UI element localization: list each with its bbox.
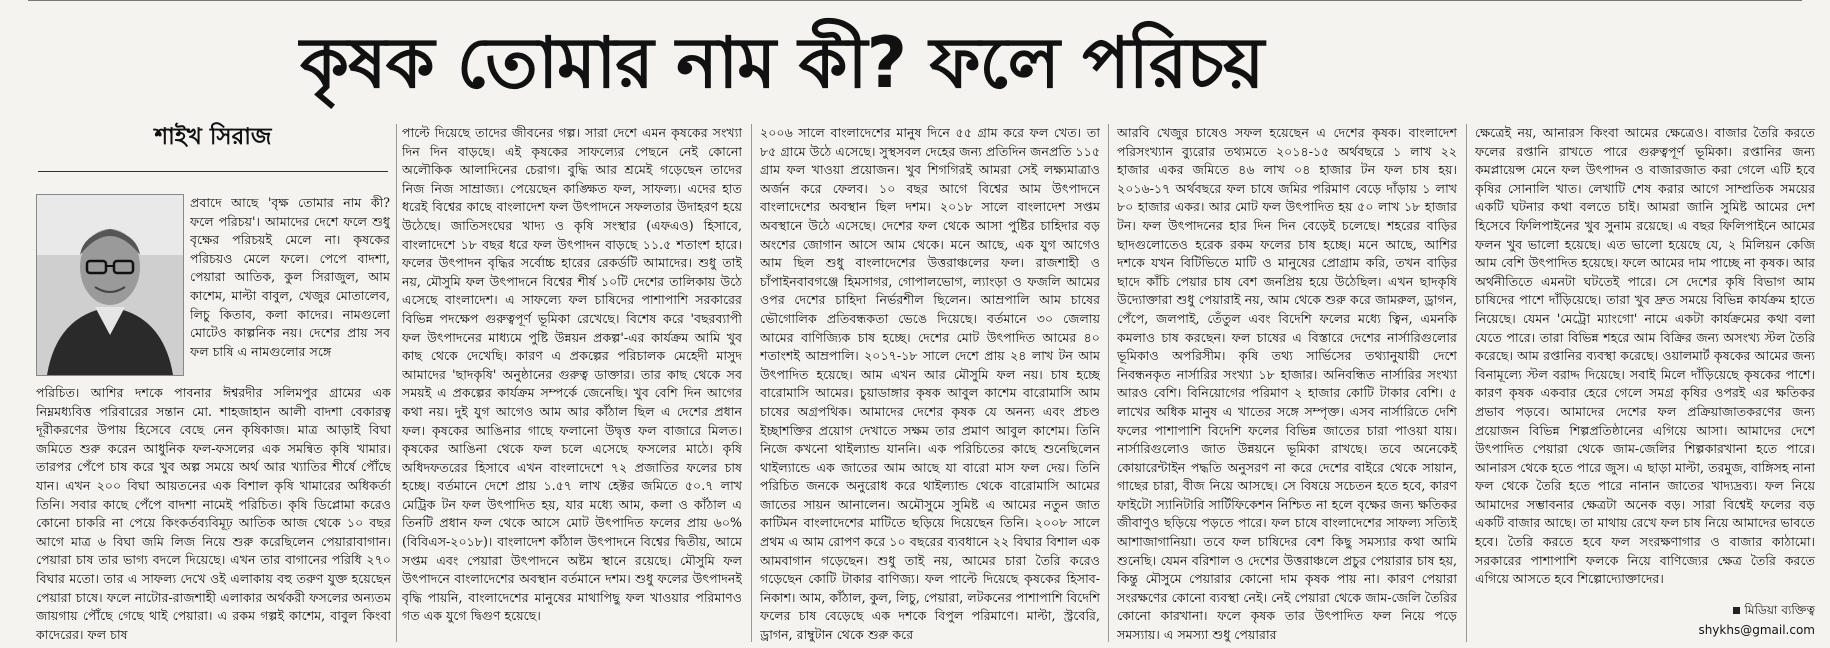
article-column-2: পাল্টে দিয়েছে তাদের জীবনের গল্প। সারা দেশে এমন কৃষকের সংখ্যা দিন দিন বাড়ছে। এই কৃষকের সাফল্যের পেছনে নেই কোনো অলৌকিক আলাদিনের চেরাগ। বুদ্ধি আর শ্রমেই গড়েছেন তাদের নিজ নিজ সাম্রাজ্য। পেয়েছেন কাঙ্ক্ষিত ফল, সাফল্য। এদের হাত ধরেই বিশ্বের কাছে বাংলাদেশ ফল উৎপাদনে সফলতার উদাহরণ হয়ে উঠেছে। জাতিসংঘের খাদ্য ও কৃষি সংস্থার (এফএও) হিসাবে, বাংলাদেশে ১৮ বছর ধরে ফল উৎপাদন বাড়ছে ১১.৫ শতাংশ হারে। ফলের উৎপাদন বৃদ্ধির সর্বোচ্চ হারের রেকর্ডটি আমাদের। শুধু তাই নয়, মৌসুমি ফল উৎপাদনে বিশ্বের শীর্ষ ১০টি দেশের তালিকায় উঠে এসেছে বাংলাদেশ। এ সাফল্যে ফল চাষিদের পাশাপাশি সরকারের বিভিন্ন পদক্ষেপ গুরুত্বপূর্ণ ভূমিকা রেখেছে। বিশেষ করে 'বছরব্যাপী ফল উৎপাদনের মাধ্যমে পুষ্টি উন্নয়ন প্রকল্প'-এর কার্যক্রম আমি খুব কাছ থেকে দেখেছি। কারণ এ প্রকল্পের পরিচালক মেহেদী মাসুদ আমাদের 'ছাদকৃষি' অনুষ্ঠানের গুরুত্ব ডাক্তার। তার কাছ থেকে সব সময়ই এ প্রকল্পের কার্যক্রম সম্পর্কে জেনেছি। খুব বেশি দিন আগের কথা নয়। দুই যুগ আগেও আম আর কাঁঠাল ছিল এ দেশের প্রধান ফল। কৃষকের আঙিনার গাছে ফলানো উদ্বৃত্ত ফল বাজারে মিলত। কৃষকের আঙিনা থেকে ফল চলে এসেছে ফসলের মাঠে। কৃষি অধিদফতরের হিসাবে এখন বাংলাদেশে ৭২ প্রজাতির ফলের চাষ হচ্ছে। বর্তমানে দেশে প্রায় ১.৫৭ লাখ হেক্টর জমিতে ৫০.৭ লাখ মেট্রিক টন ফল উৎপাদিত হয়, যার মধ্যে আম, কলা ও কাঁঠাল এ তিনটি প্রধান ফল থেকে আসে মোট উৎপাদিত ফলের প্রায় ৬০% (বিবিএস-২০১৮)। বাংলাদেশ কাঁঠাল উৎপাদনে বিশ্বের দ্বিতীয়, আমে সপ্তম এবং পেয়ারা উৎপাদনে অষ্টম স্থানে রয়েছে। মৌসুমি ফল উৎপাদনে বাংলাদেশের অবস্থান বর্তমানে দশম। শুধু ফলের উৎপাদনই বৃদ্ধি পায়নি, বাংলাদেশের মানুষের মাথাপিছু ফল খাওয়ার পরিমাণও গত এক যুগে দ্বিগুণ হয়েছে। [402, 125, 742, 624]
article-column-4: আরবি খেজুর চাষেও সফল হয়েছেন এ দেশের কৃষক। বাংলাদেশ পরিসংখ্যান ব্যুরোর তথ্যমতে ২০১৪-১৫ অর্থবছরে ১ লাখ ২২ হাজার একর জমিতে ৪৬ লাখ ০৪ হাজার টন ফল চাষ হয়। ২০১৬-১৭ অর্থবছরে ফল চাষে জমির পরিমাণ বেড়ে দাঁড়ায় ১ লাখ ৮০ হাজার একর। আর মোট ফল উৎপাদিত হয় ৫০ লাখ ১৮ হাজার টন। ফল উৎপাদনের হার দিন দিন বেড়েই চলেছে। শহরের বাড়ির ছাদগুলোতেও হরেক রকম ফলের চাষ হচ্ছে। মনে আছে, আশির দশকে যখন বিটিভিতে মাটি ও মানুষের প্রোগ্রাম করি, তখন বাড়ির ছাদে কাঁচি পেয়ার চাষ বেশ জনপ্রিয় হয়ে উঠেছিল। এখন ছাদকৃষি উদ্যোক্তারা শুধু পেয়ারাই নয়, আম থেকে শুরু করে জামরুল, ড্রাগন, পেঁপে, জলপাই, তেঁতুল এবং বিদেশি ফলের মধ্যে ত্বিন, এমনকি কমলাও চাষ করছেন। ফল চাষের এ বিস্তারে দেশের নার্সারিগুলোর ভূমিকাও অপরিসীম। কৃষি তথ্য সার্ভিসের তথ্যানুযায়ী দেশে নিবন্ধনকৃত নার্সারির সংখ্যা ১৮ হাজার। অনিবন্ধিত নার্সারির সংখ্যা আরও বেশি। বিনিয়োগের পরিমাণ ২ হাজার কোটি টাকার বেশি। ৫ লাখের অধিক মানুষ এ খাতের সঙ্গে সম্পৃক্ত। এসব নার্সারিতে দেশি ফলের পাশাপাশি বিদেশি ফলের বিভিন্ন জাতের চারা পাওয়া যায়। নার্সারিগুলোও জাত উন্নয়নে ভূমিকা রাখছে। তবে অনেকেই কোয়ারেন্টাইন পদ্ধতি অনুসরণ না করে দেশের বাইরে থেকে সায়ান, গাছের চারা, বীজ নিয়ে আসছে। সে বিষয়ে সচেতন হতে হবে, কারণ ফাইটো স্যানিটারি সার্টিফিকেশন নিশ্চিত না হলে বৃক্ষের জন্য ক্ষতিকর জীবাণুও ছড়িয়ে পড়তে পারে। ফল চাষে বাংলাদেশের সাফল্য সত্যিই আশাজাগানিয়া। তবে ফল চাষিদের বেশ কিছু সমস্যার কথা আমি শুনেছি। যেমন বরিশাল ও দেশের উত্তরাঞ্চলে প্রচুর পেয়ারার চাষ হয়, কিন্তু মৌসুমে পেয়ারার কোনো দাম কৃষক পায় না। কারণ পেয়ারা সংরক্ষণের কোনো ব্যবস্থা নেই। নেই পেয়ারা থেকে জাম-জেলি তৈরির কোনো কারখানা। ফলে কৃষক তার উৎপাদিত ফল নিয়ে পড়ে সমস্যায়। এ সমস্যা শুধু পেয়ারার [1117, 125, 1457, 643]
column-divider [751, 124, 752, 642]
author-email: shykhs@gmail.com [1698, 623, 1815, 637]
author-footer [1475, 600, 1815, 640]
lead-paragraph: প্রবাদে আছে 'বৃক্ষ তোমার নাম কী? ফলে পরিচয়'। আমাদের দেশে ফলে শুধু বৃক্ষের পরিচয়ই মেলে না। কৃষকের পরিচয়ও মেলে ফলে। পেপে বাদশা, পেয়ারা আতিক, কুল সিরাজুল, আম কাশেম, মাল্টা বাবুল, খেজুর মোতালেব, লিচু কিতাব, কলা কাদের। নামগুলো মোটেও কাল্পনিক নয়। দেশের প্রায় সব ফল চাষি এ নামগুলোর সঙ্গে [190, 195, 390, 359]
column-divider [1466, 124, 1467, 642]
article-column-5: ক্ষেত্রেই নয়, আনারস কিংবা আমের ক্ষেত্রেও। বাজার তৈরি করতে ফলের রপ্তানি রাখতে পারে গুরুত্বপূর্ণ ভূমিকা। রপ্তানির জন্য কমপ্লায়েন্স মেনে ফল উৎপাদন ও বাজারজাত করা গেলে এটি হবে কৃষির সোনালি খাত। লেখাটি শেষ করার আগে সাম্প্রতিক সময়ের একটি ঘটনার কথা বলতে চাই। আমরা জানি সুমিষ্ট আমের দেশ হিসেবে ফিলিপাইনের খুব সুনাম রয়েছে। এ বছর ফিলিপাইনে আমের ফলন খুব ভালো হয়েছে। এত ভালো হয়েছে যে, ২ মিলিয়ন কেজি আম বেশি উৎপাদিত হয়েছে। ফলে আমের দাম পাচ্ছে না কৃষক। আর অর্থনীতিতে এমনটা ঘটতেই পারে। সে দেশের কৃষি বিভাগ আম চাষিদের পাশে দাঁড়িয়েছে। তারা খুব দ্রুত সময়ে বিভিন্ন কার্যক্রম হাতে নিয়েছে। যেমন 'মেট্রো ম্যাংগো' নামে একটা কার্যক্রমের কথা বলা যেতে পারে। তারা বিভিন্ন শহরে আম বিক্রির জন্য অসংখ্য স্টল তৈরি করেছে। আম রপ্তানির ব্যবস্থা করেছে। ওয়ালমার্ট কৃষকের আমের জন্য বিনামূল্যে স্টল বরাদ্দ দিয়েছে। সবাই মিলে দাঁড়িয়েছে কৃষকের পাশে। কারণ কৃষক একবার হেরে গেলে সমগ্র কৃষির ওপরই এর ক্ষতিকর প্রভাব পড়বে। আমাদের দেশের ফল প্রক্রিয়াজাতকরণের জন্য প্রয়োজন বিভিন্ন শিল্পপ্রতিষ্ঠানের এগিয়ে আসা। আমাদের দেশে উৎপাদিত পেয়ারা থেকে জাম-জেলির শিল্পকারখানা হতে পারে। আনারস থেকে হতে পারে জুস। এ ছাড়া মাল্টা, তরমুজ, বাঙ্গিসহ নানা ফল থেকে তৈরি হতে পারে নানান জাতের খাদ্যদ্রব্য। ফল নিয়ে আমাদের সম্ভাবনার ক্ষেত্রটা অনেক বড়। সারা বিশ্বেই ফলের বড় একটি বাজার আছে। তা মাথায় রেখে ফল চাষ নিয়ে আমাদের ভাবতে হবে। তৈরি করতে হবে ফল সংরক্ষণাগার ও বাজার কাঠামো। সরকারের পাশাপাশি ফলকে নিয়ে বাণিজ্যের ক্ষেত্র তৈরি করতে এগিয়ে আসতে হবে শিল্পোদ্যোক্তাদের। [1475, 125, 1815, 587]
author-portrait-icon [37, 195, 183, 375]
square-bullet-icon [1733, 607, 1740, 614]
column-divider [1108, 124, 1109, 642]
column-divider [396, 124, 397, 642]
top-rule [28, 0, 1802, 1]
author-photo [36, 194, 184, 376]
headline: কৃষক তোমার নাম কী? ফলে পরিচয় [300, 22, 1264, 104]
article-column-3: ২০০৬ সালে বাংলাদেশের মানুষ দিনে ৫৫ গ্রাম করে ফল খেত। তা ৮৫ গ্রামে উঠে এসেছে। সুস্থসবল দেহের জন্য প্রতিদিন জনপ্রতি ১১৫ গ্রাম ফল খাওয়া প্রয়োজন। খুব শিগগিরই আমরা সেই লক্ষ্যমাত্রাও অর্জন করে ফেলব। ১০ বছর আগে বিশ্বের আম উৎপাদনে বাংলাদেশের অবস্থান ছিল দশম। ২০১৮ সালে বাংলাদেশ সপ্তম অবস্থানে উঠে এসেছে। দেশের ফল থেকে আসা পুষ্টির চাহিদার বড় অংশের জোগান আসে আম থেকে। মনে আছে, এক যুগ আগেও আম ছিল শুধু বাংলাদেশের উত্তরাঞ্চলের ফল। রাজশাহী ও চাঁপাইনবাবগঞ্জে হিমসাগর, গোপালভোগ, ল্যাংড়া ও ফজলি আমের ওপর দেশের চাহিদা নির্ভরশীল ছিলেন। আম্রপালি আম চাষের ভৌগোলিক প্রতিবন্ধকতা ভেঙে দিয়েছে। বর্তমানে ৩০ জেলায় আমের বাণিজ্যিক চাষ হচ্ছে। দেশের মোট উৎপাদিত আমের ৪০ শতাংশই আম্রপালি। ২০১৭-১৮ সালে দেশে প্রায় ২৪ লাখ টন আম উৎপাদিত হয়েছে। আম এখন আর মৌসুমি ফল নয়। চাষ হচ্ছে বারোমাসি আমের। চুয়াডাঙ্গার কৃষক আবুল কাশেম বারোমাসি আম চাষের অগ্রপথিক। আমাদের দেশের কৃষক যে অনন্য এবং প্রচণ্ড ইচ্ছাশক্তির প্রয়োগ দেখাতে সক্ষম তার প্রমাণ আবুল কাশেম। তিনি নিজে কখনো থাইল্যান্ড যাননি। এক পরিচিতের কাছে শুনেছিলেন থাইল্যান্ডে এক জাতের আম আছে যা বারো মাস ফল দেয়। তিনি পরিচিত জনকে অনুরোধ করে থাইল্যান্ড থেকে বারোমাসি আমের জাতের সায়ন আনালেন। অমৌসুমে সুমিষ্ট এ আমের নতুন জাত কাটিমন বাংলাদেশের মাটিতে ছড়িয়ে দিয়েছেন তিনি। ২০০৮ সালে প্রথম এ আম রোপণ করে ১০ বছরের ব্যবধানে ২২ বিঘার বিশাল এক আমবাগান গড়েছেন। শুধু তাই নয়, আমের চারা তৈরি করেও গড়েছেন কোটি টাকার বাণিজ্য। ফল পাল্টে দিয়েছে কৃষকের হিসাব-নিকাশ। আম, কাঁঠাল, কুল, লিচু, পেয়ারা, লটকনের পাশাপাশি বিদেশি ফলের চাষ বেড়েছে এক দশকে বিপুল পরিমাণে। মাল্টা, স্ট্রবেরি, ড্রাগন, রাম্বুটান থেকে শুরু করে [760, 125, 1100, 643]
author-role: মিডিয়া ব্যক্তিত্ব [1744, 603, 1815, 617]
article-column-1: পরিচিত। আশির দশকে পাবনার ঈশ্বরদীর সলিমপুর গ্রামের এক নিম্নমধ্যবিত্ত পরিবারের সন্তান মো. শাহজাহান আলী বাদশা বেকারত্ব দূরীকরণের উপায় হিসেবে বেছে নেন কৃষিকাজ। মাত্র আড়াই বিঘা জমিতে শুরু করেন আধুনিক ফল-ফসলের এক সমন্বিত কৃষি খামার। তারপর পেঁপে চাষ করে খুব অল্প সময়ে অর্থ আর খ্যাতির শীর্ষে পৌঁছে যান। এখন ২০০ বিঘা আয়তনের এক বিশাল কৃষি খামারের অধিকর্তা তিনি। সবার কাছে পেঁপে বাদশা নামেই পরিচিত। কৃষি ডিপ্লোমা করেও কোনো চাকরি না পেয়ে কিংকর্তব্যবিমূঢ় আতিক আজ থেকে ১০ বছর আগে মাত্র ৬ বিঘা জমি লিজ নিয়ে শুরু করেছিলেন পেয়ারাবাগান। পেয়ারা চাষ তার ভাগ্য বদলে দিয়েছে। এখন তার বাগানের পরিধি ২৭০ বিঘার মতো। তার এ সাফল্য দেখে ওই এলাকায় বহু তরুণ যুক্ত হয়েছেন পেয়ারা চাষে। ফলে নাটোর-রাজশাহী এলাকার অর্থকরী ফসলের অন্যতম জায়গায় পৌঁছে গেছে থাই পেয়ারা। এ রকম গল্পই কাশেম, বাবুল কিংবা কাদেরের। ফল চাষ [36, 385, 391, 642]
byline: শাইখ সিরাজ [38, 118, 388, 172]
